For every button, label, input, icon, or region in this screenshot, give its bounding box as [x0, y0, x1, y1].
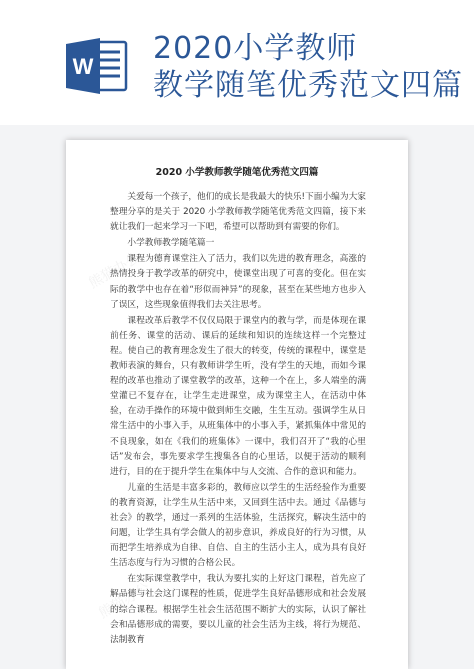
paragraph: 课程改革后教学不仅仅局限于课堂内的教与学，而是体现在课前任务、课堂的活动、课后的延续和知识的连续这样一个完整过程。使自己的教育理念发生了很大的转变，传统的课程中，课堂是教师表演的舞台，只有教师讲学生听，没有学生的天地，而如今课程的改革也推动了课堂教学的改革，这种一个在上，多人端坐的满堂灌已不复存在，让学生走进课堂，成为课堂主人，在活动中体验，在动手操作的环境中做到师生交融，生生互动。强调学生从日常生活中的小事入手，从班集体中的小事入手，紧抓集体中常见的不良现象，如在《我们的班集体》一课中，我们召开了“我的心里话”发布会，事先要求学生搜集各自的心里话，以便于活动的顺利进行，目的在于提升学生在集体中与人交流、合作的意识和能力。 — [110, 315, 366, 477]
word-doc-icon — [66, 38, 128, 94]
document-title: 2020 小学教师教学随笔优秀范文四篇 — [155, 167, 319, 178]
header-title-line2: 教学随笔优秀范文四篇 — [153, 68, 463, 103]
watermark: 熊猫办公 — [86, 249, 143, 292]
watermark: 熊猫办公 — [96, 579, 153, 622]
paragraph: 儿童的生活是丰富多彩的，教师应以学生的生活经验作为重要的教育资源，让学生从生活中来，又回到生活中去。通过《品德与社会》的教学，通过一系列的生活体验，生活探究，解决生活中的问题，让学生具有学会做人的初步意识，养成良好的行为习惯，从而把学生培养成为自律、自信、自主的生活小主人，成为具有良好生活态度与行为习惯的合格公民。 — [110, 482, 366, 569]
paragraph: 在实际课堂教学中，我认为要扎实的上好这门课程，首先应了解品德与社会这门课程的性质，促进学生良好品德形成和社会发展的综合课程。根据学生社会生活范围不断扩大的实际，认识了解社会和品德形成的需要，要以儿童的社会生活为主线，将行为规范、法制教育 — [110, 574, 366, 645]
page-header — [0, 0, 474, 125]
document-body — [110, 190, 366, 649]
header-title — [153, 30, 469, 104]
section-heading: 小学教师教学随笔篇一 — [127, 238, 215, 249]
watermark: 熊猫办公 — [306, 429, 363, 472]
header-title-line1: 2020小学教师 — [153, 31, 358, 66]
document-page — [66, 140, 408, 669]
paragraph: 课程为德育课堂注入了活力，我们以先进的教育理念，高涨的热情投身于教学改革的研究中，使课堂出现了可喜的变化。但在实际的教学中也存在着“形似而神异”的现象，甚至在某些地方也步入了误区，这些现象值得我们去关注思考。 — [110, 254, 366, 310]
svg-text:W: W — [72, 54, 94, 79]
paragraph: 关爱每一个孩子，他们的成长是我最大的快乐!下面小编为大家整理分享的是关于 2020 小学教师教学随笔优秀范文四篇，接下来就让我们一起来学习一下吧，希望可以帮助到有需要的你们。 — [110, 192, 366, 233]
